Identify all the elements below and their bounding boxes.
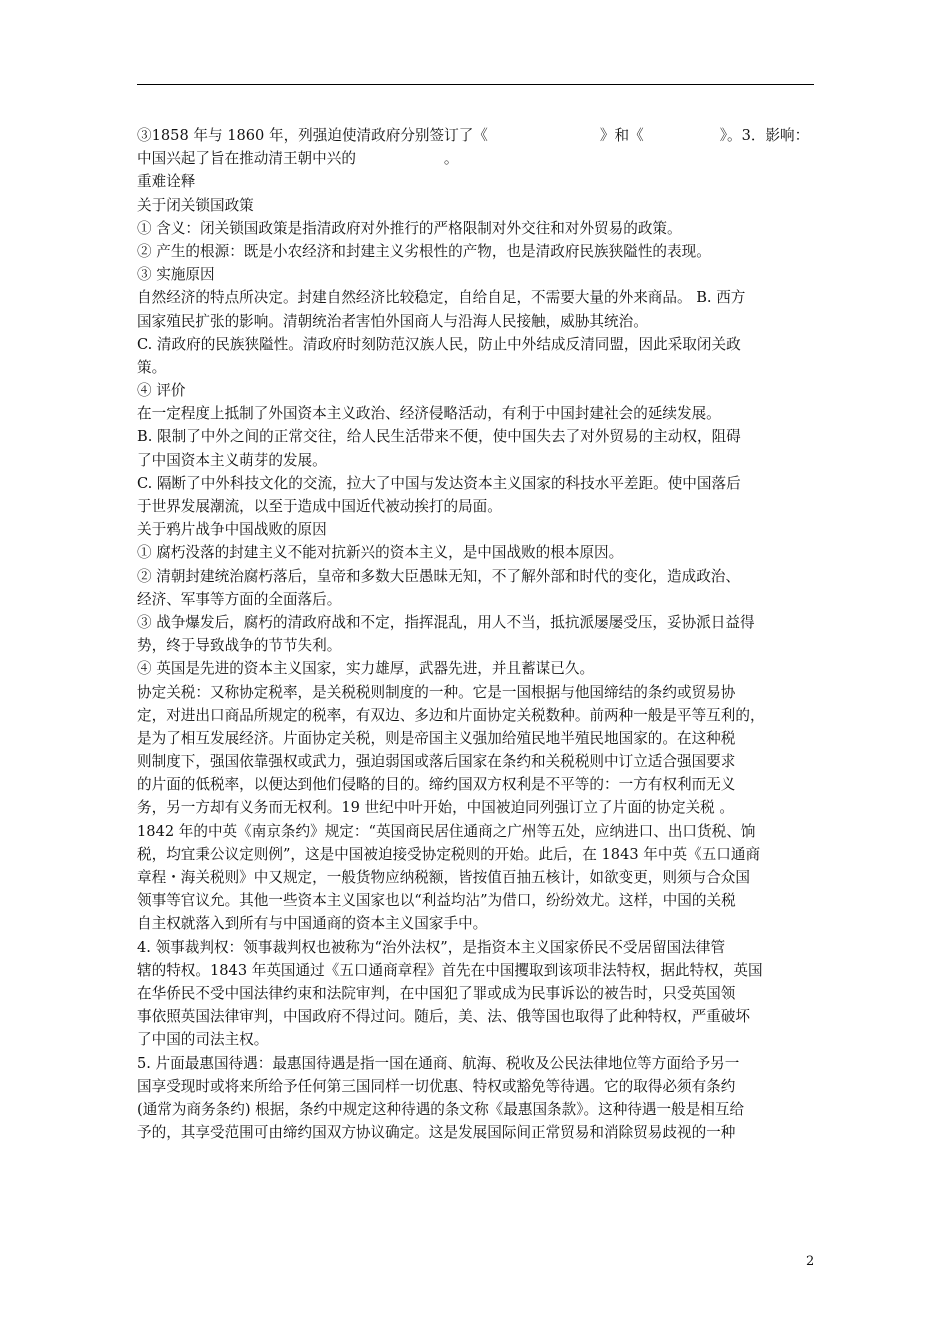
text-line (137, 425, 817, 448)
text-line (137, 588, 817, 611)
text-line (137, 240, 817, 263)
text-line (137, 982, 817, 1005)
text-line (137, 1121, 817, 1144)
text-line (137, 379, 817, 402)
text-line (137, 147, 817, 170)
text-line (137, 495, 817, 518)
text-line (137, 912, 817, 935)
text-fragment: 4. 领事裁判权：领事裁判权也被称为“治外法权”，是指资本主义国家侨民不受居留国法律管 (137, 938, 726, 956)
text-fragment: 了中国资本主义萌芽的发展。 (137, 451, 327, 469)
text-fragment: ③ 实施原因 (137, 266, 215, 284)
text-fragment: 》。3．影响： (719, 127, 810, 144)
text-fragment: 务，另一方却有义务而无权利。19 世纪中叶开始，中国被迫同列强订立了片面的协定关税 。 (137, 799, 735, 817)
text-line (137, 310, 817, 333)
text-line (137, 356, 817, 379)
text-line (137, 402, 817, 425)
text-line (137, 681, 817, 704)
text-line (137, 333, 817, 356)
text-fragment: ② 产生的根源：既是小农经济和封建主义劣根性的产物，也是清政府民族狭隘性的表现。 (137, 242, 711, 260)
text-fragment: 协定关税：又称协定税率，是关税税则制度的一种。它是一国根据与他国缔结的条约或贸易协 (137, 683, 736, 701)
text-fragment: ④ 英国是先进的资本主义国家，实力雄厚，武器先进，并且蓄谋已久。 (137, 660, 595, 678)
text-fragment: ① 含义：闭关锁国政策是指清政府对外推行的严格限制对外交往和对外贸易的政策。 (137, 219, 682, 237)
text-fragment: 是为了相互发展经济。片面协定关税，则是帝国主义强加给殖民地半殖民地国家的。在这种税 (137, 729, 736, 747)
text-line (137, 889, 817, 912)
text-fragment: 关于闭关锁国政策 (137, 196, 254, 214)
text-line (137, 1028, 817, 1051)
text-fragment: 则制度下，强国依靠强权或武力，强迫弱国或落后国家在条约和关税税则中订立适合强国要求 (137, 753, 736, 771)
text-fragment: 在一定程度上抵制了外国资本主义政治、经济侵略活动，有利于中国封建社会的延续发展。 (137, 405, 721, 423)
text-line (137, 217, 817, 240)
header-rule (137, 84, 814, 85)
text-fragment: 。 (443, 150, 459, 168)
text-fragment: 领事等官议允。其他一些资本主义国家也以“利益均沾”为借口，纷纷效尤。这样，中国的关税 (137, 892, 736, 910)
text-fragment: C. 隔断了中外科技文化的交流，拉大了中国与发达资本主义国家的科技水平差距。使中国落后 (137, 474, 741, 492)
text-fragment: 重难诠释 (137, 173, 196, 191)
text-fragment: 》和《 (599, 127, 644, 144)
text-fragment: ④ 评价 (137, 382, 186, 400)
text-line (137, 1098, 817, 1121)
text-fragment: 税，均宜秉公议定则例”，这是中国被迫接受协定税则的开始。此后，在 1843 年中英《五口通商 (137, 845, 761, 863)
text-fragment: 自然经济的特点所决定。封建自然经济比较稳定，自给自足，不需要大量的外来商品。 B. 西方 (137, 289, 746, 307)
text-fragment: 章程・海关税则》中又规定，一般货物应纳税额，皆按值百抽五核计，如欲变更，则须与合众国 (137, 869, 750, 886)
text-line (137, 727, 817, 750)
text-line (137, 1005, 817, 1028)
text-fragment: ③ 战争爆发后，腐朽的清政府战和不定，指挥混乱，用人不当，抵抗派屡屡受压，妥协派日益得 (137, 613, 755, 631)
text-line (137, 286, 817, 309)
text-fragment: 国家殖民扩张的影响。清朝统治者害怕外国商人与沿海人民接触，威胁其统治。 (137, 312, 648, 330)
text-fragment: (通常为商务条约) 根据，条约中规定这种待遇的条文称《最惠国条款》。这种待遇一般是相互给 (137, 1100, 745, 1118)
text-line (137, 843, 817, 866)
text-fragment: 经济、军事等方面的全面落后。 (137, 590, 342, 608)
page-number: 2 (806, 1254, 815, 1269)
text-fragment: 势，终于导致战争的节节失利。 (137, 637, 342, 655)
text-fragment: 事依照英国法律审判，中国政府不得过问。随后，美、法、俄等国也取得了此种特权，严重破坏 (137, 1008, 750, 1026)
text-line (137, 541, 817, 564)
text-line (137, 959, 817, 982)
text-fragment: B. 限制了中外之间的正常交往，给人民生活带来不便，使中国失去了对外贸易的主动权，阻碍 (137, 428, 741, 446)
text-fragment: 的片面的低税率，以便达到他们侵略的目的。缔约国双方权利是不平等的：一方有权利而无义 (137, 776, 736, 794)
text-fragment: 5. 片面最惠国待遇：最惠国待遇是指一国在通商、航海、税收及公民法律地位等方面给予另一 (137, 1054, 740, 1072)
text-fragment: 定，对进出口商品所规定的税率，有双边、多边和片面协定关税数种。前两种一般是平等互利的， (137, 706, 765, 724)
text-fragment: 了中国的司法主权。 (137, 1031, 269, 1049)
text-line (137, 611, 817, 634)
text-fragment: 自主权就落入到所有与中国通商的资本主义国家手中。 (137, 915, 488, 933)
text-fragment: 辖的特权。1843 年英国通过《五口通商章程》首先在中国攫取到该项非法特权，据此特权，英国 (137, 961, 763, 979)
text-line (137, 124, 817, 147)
text-fragment: 在华侨民不受中国法律约束和法院审判，在中国犯了罪或成为民事诉讼的被告时，只受英国领 (137, 984, 736, 1002)
text-fragment: 国享受现时或将来所给予任何第三国同样一切优惠、特权或豁免等待遇。它的取得必须有条约 (137, 1077, 736, 1095)
text-line (137, 263, 817, 286)
text-fragment: 关于鸦片战争中国战败的原因 (137, 521, 327, 539)
text-fragment: 1842 年的中英《南京条约》规定：“英国商民居住通商之广州等五处，应纳进口、出口货税、饷 (137, 822, 756, 840)
text-line (137, 657, 817, 680)
text-line (137, 518, 817, 541)
text-line (137, 796, 817, 819)
text-line (137, 472, 817, 495)
text-line (137, 634, 817, 657)
text-line (137, 565, 817, 588)
document-body (137, 124, 817, 1144)
text-fragment: 中国兴起了旨在推动清王朝中兴的 (137, 150, 356, 168)
text-fragment: ① 腐朽没落的封建主义不能对抗新兴的资本主义，是中国战败的根本原因。 (137, 544, 624, 562)
text-fragment: 策。 (137, 358, 167, 376)
text-line (137, 866, 817, 889)
text-fragment: 予的，其享受范围可由缔约国双方协议确定。这是发展国际间正常贸易和消除贸易歧视的一种 (137, 1124, 736, 1142)
text-line (137, 750, 817, 773)
text-line (137, 449, 817, 472)
text-fragment: ② 清朝封建统治腐朽落后，皇帝和多数大臣愚昧无知，不了解外部和时代的变化，造成政治、 (137, 567, 740, 585)
text-line (137, 1075, 817, 1098)
text-fragment: C. 清政府的民族狭隘性。清政府时刻防范汉族人民，防止中外结成反清同盟，因此采取闭关政 (137, 335, 741, 353)
text-line (137, 936, 817, 959)
text-line (137, 820, 817, 843)
text-line (137, 773, 817, 796)
text-line (137, 704, 817, 727)
text-line (137, 194, 817, 217)
text-line (137, 1052, 817, 1075)
text-fragment: ③1858 年与 1860 年，列强迫使清政府分别签订了《 (137, 127, 488, 144)
text-fragment: 于世界发展潮流，以至于造成中国近代被动挨打的局面。 (137, 498, 502, 515)
text-line (137, 170, 817, 193)
